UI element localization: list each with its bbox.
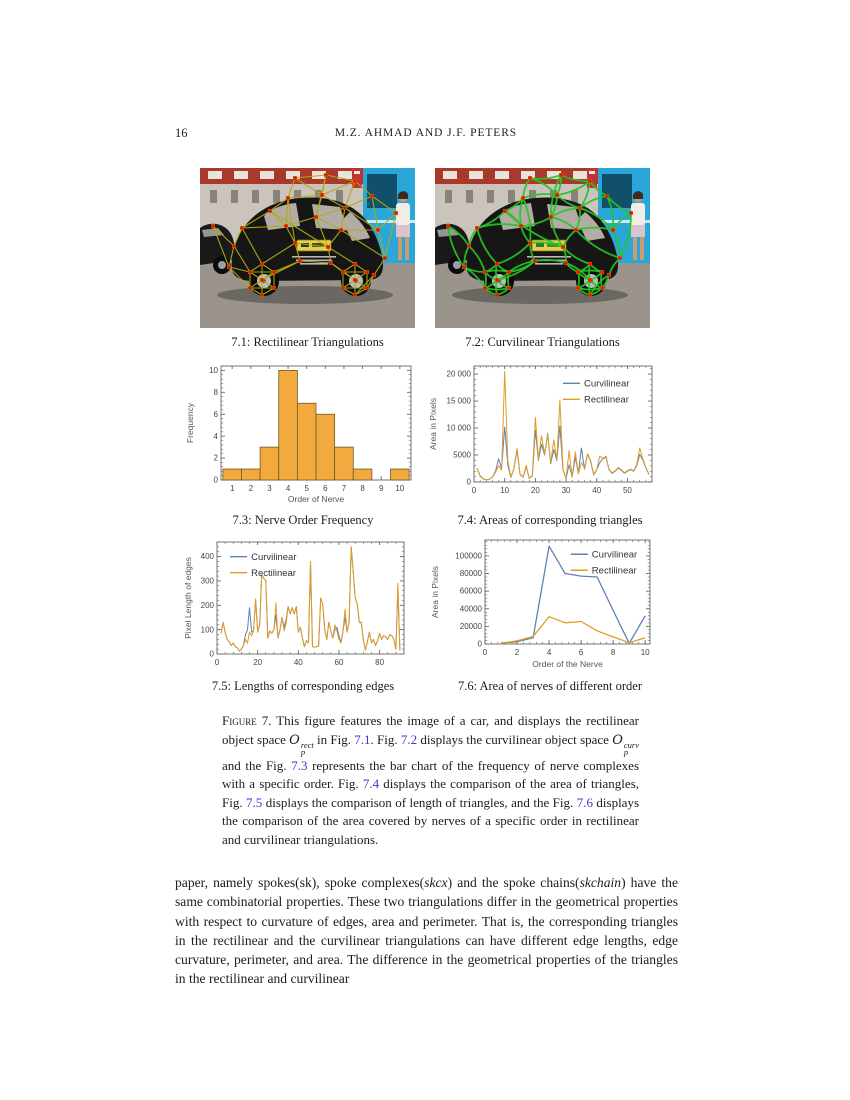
text-run: displays the comparison of the area covered by nerves of a specific order in rectilinear and curvilinear triangulations. [222,794,640,847]
x-tick-label: 1 [229,484,235,493]
body-paragraph [175,873,678,989]
text-run: in Fig. [313,731,355,747]
running-title: M.Z. AHMAD AND J.F. PETERS [334,127,518,139]
y-tick-label: 2 [213,453,218,463]
x-tick-label: 7 [341,484,347,493]
x-tick-label: 30 [561,486,571,495]
y-tick-label: 100 [200,625,214,635]
page-number: 16 [175,126,188,140]
subcaption-7-1: 7.1: Rectilinear Triangulations [231,335,384,349]
figure-ref-link[interactable]: 7.3 [291,757,308,773]
y-tick-label: 400 [200,552,214,562]
x-tick-label: 0 [471,486,477,495]
figure-7-caption [222,712,639,850]
math-object-space: O curv p [612,732,639,758]
x-tick-label: 20 [253,658,263,667]
y-tick-label: 60000 [459,586,482,596]
bar [241,469,260,480]
figure-ref-link[interactable]: 7.4 [362,776,380,792]
x-tick-label: 4 [285,484,291,493]
y-tick-label: 5000 [453,450,471,460]
y-tick-label: 40000 [459,604,482,614]
subcaption-7-4: 7.4: Areas of corresponding triangles [457,513,643,527]
caption-label: Figure 7. [222,713,272,728]
x-tick-label: 0 [214,658,220,667]
legend-label-rectilinear: Rectilinear [591,565,637,577]
bar [391,469,410,480]
bar [353,469,372,480]
text-run: This figure features the image of a car, and displays the rectilinear object space [222,713,639,747]
bar [297,403,316,480]
legend-label-curvilinear: Curvilinear [584,378,630,390]
text-run: and the Fig. [222,757,292,773]
x-tick-label: 2 [248,484,254,493]
y-tick-label: 300 [200,576,214,586]
text-run: skchain [579,875,622,890]
x-tick-label: 6 [323,484,328,493]
bar [260,447,279,480]
text-run: displays the curvilinear object space [417,731,613,747]
y-tick-label: 0 [477,639,482,649]
x-tick-label: 9 [378,484,384,493]
x-axis-label: Order of Nerve [287,494,345,504]
series-rectilinear [501,617,645,644]
y-axis-label: Frequency [185,402,195,444]
math-object-space: O rect p [289,732,314,758]
figure-7-1-car-photo-rectilinear [200,168,415,328]
legend-label-rectilinear: Rectilinear [251,567,296,579]
figure-ref-link[interactable]: 7.1 [354,731,371,747]
y-tick-label: 8 [213,387,218,397]
text-run: ) and the spoke chains( [447,875,580,890]
x-tick-label: 80 [375,658,385,667]
y-tick-label: 200 [200,600,214,610]
y-tick-label: 10 [209,365,218,375]
figure-7-2-car-photo-curvilinear [435,168,650,328]
y-tick-label: 6 [213,409,218,419]
series-rectilinear [221,547,400,651]
chart-nerve-order-frequency [183,358,423,508]
y-tick-label: 100000 [455,551,482,561]
x-tick-label: 50 [622,486,632,495]
x-axis-label: Order of the Nerve [532,659,603,669]
y-tick-label: 0 [466,477,471,487]
bar [279,370,298,480]
figure-ref-link[interactable]: 7.5 [246,794,263,810]
text-run: represents the bar chart of the frequency of nerve complexes with a specific order. Fig. [222,757,639,792]
chart-edge-lengths [183,532,423,678]
bar [223,469,242,480]
y-tick-label: 10 000 [446,423,471,433]
legend-label-curvilinear: Curvilinear [251,551,297,563]
x-tick-label: 5 [304,484,309,493]
car-photo-scene [200,168,415,328]
y-axis-label: Area in Pixels [430,566,440,618]
bar [335,447,354,480]
figure-ref-link[interactable]: 7.6 [576,794,593,810]
x-tick-label: 10 [395,484,405,493]
subcaption-7-5: 7.5: Lengths of corresponding edges [211,679,395,693]
y-axis-label: Area in Pixels [428,398,438,450]
x-tick-label: 6 [578,648,584,657]
legend-label-rectilinear: Rectilinear [584,394,629,406]
text-run: displays the comparison of length of triangles, and the Fig. [262,794,577,810]
y-tick-label: 0 [213,475,218,485]
text-run: skcx [424,875,448,890]
y-tick-label: 0 [209,649,214,659]
x-tick-label: 20 [530,486,540,495]
car-photo-scene [435,168,650,328]
x-tick-label: 0 [482,648,488,657]
x-tick-label: 60 [334,658,344,667]
text-run: paper, namely spokes(sk), spoke complexes( [175,875,425,890]
y-tick-label: 80000 [459,569,482,579]
y-tick-label: 4 [213,431,218,441]
x-tick-label: 40 [592,486,602,495]
legend-label-curvilinear: Curvilinear [591,549,638,561]
x-tick-label: 8 [610,648,616,657]
y-axis-label: Pixel Length of edges [183,557,193,639]
x-tick-label: 8 [360,484,365,493]
subcaption-7-2: 7.2: Curvilinear Triangulations [465,335,620,349]
x-tick-label: 4 [546,648,552,657]
x-tick-label: 2 [514,648,520,657]
x-tick-label: 10 [640,648,650,657]
y-tick-label: 20000 [459,621,482,631]
subcaption-7-3: 7.3: Nerve Order Frequency [232,513,374,527]
y-tick-label: 15 000 [446,396,471,406]
y-tick-label: 20 000 [446,369,471,379]
chart-nerve-areas [428,532,672,678]
text-run: . Fig. [370,731,401,747]
text-run: ) have the same combinatorial properties. These two triangulations differ in the geometrical properties with respect to curvature of edges, area and perimeter. That is, the corresponding triangles in the rectilinear and the curvilinear triangulations can have different edge lengths, edge curvature, perimeter, and area. The difference in the geometrical properties of the triangles in the rectilinear and curvilinear [175,875,678,987]
x-tick-label: 40 [293,658,303,667]
x-tick-label: 3 [267,484,272,493]
figure-ref-link[interactable]: 7.2 [400,731,418,747]
bar [316,414,335,480]
subcaption-7-6: 7.6: Area of nerves of different order [457,679,643,693]
x-tick-label: 10 [500,486,510,495]
series-curvilinear [501,546,645,643]
text-run: displays the comparison of the area of triangles, Fig. [222,776,639,810]
chart-areas-of-triangles [428,358,672,508]
